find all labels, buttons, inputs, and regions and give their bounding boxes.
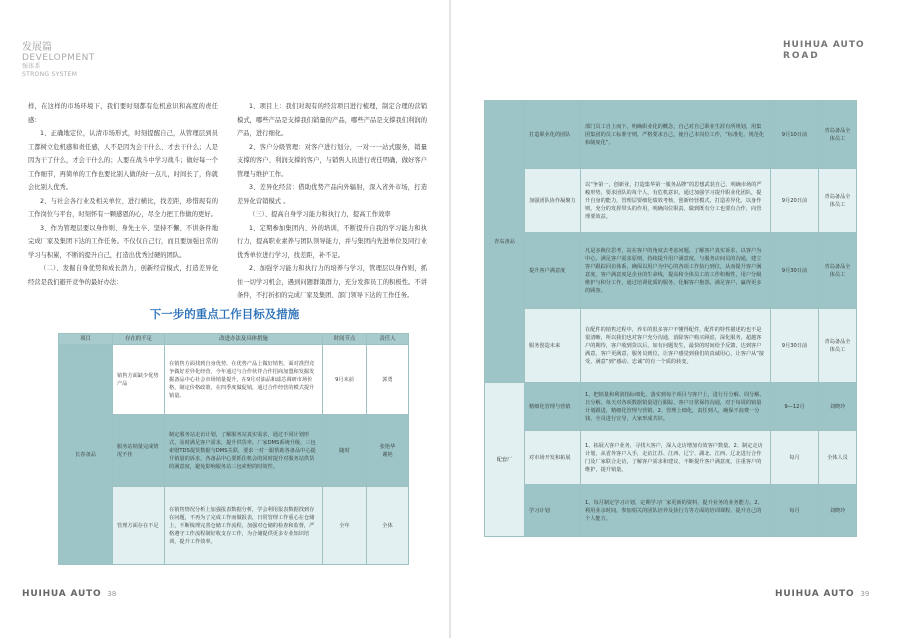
item-cell: 加强团队协作凝聚力 [525,169,581,233]
issue-cell: 销售方面缺少优势产品 [113,345,165,415]
text-column-1 [28,100,218,289]
time-cell: 9月30日前 [771,309,819,383]
paragraph: 2、客户分级管理：对客户进行划分，一对一一站式服务，销量支撑的客户、利润支撑的客户，与销售人员进行责任明确，做好客户管理与维护工作。 [237,143,427,178]
measure-cell: 在配件的销售过程中，养车的很多客户不懂得配件，配件的特性描述的也不是很清晰，所以我们也对客户充分沟通，消除客户购买顾虑，深化服务，超越客户的期待，客户收到货以后，如有问题发生，最快的时间给予反馈，达到客户满意，客户更满意，服务员到位，让客户感觉到我们的真诚用心，让客户从“接受、满意”到“感动、忠诚”的有一个质的转变。 [581,309,771,383]
time-cell: 9月10日前 [771,101,819,169]
paragraph: 1、正确地定位，认清市场形式，时刻提醒自己，从管理层到员工都树立危机感和责任感，人不是因为会干什么、才去干什么；人是因为干了什么，才会干什么的；人要在战斗中学习战斗；做好每一个工作细节，再简单的工作也要比别人做的好一点儿，时间长了，你就会比别人优秀。 [28,130,218,191]
work-plan-table-right [484,100,857,537]
project-cell: 长春备品 [59,345,113,565]
measure-cell: 在销售方面找到自身优势，在优势产品上做好销售，面对准烈竞争做好差异化经营，今年通过与合作伙伴合作招商加盟和发掘发掘备品中心社会市场销量提升，在9月对油品和滤芯调研市场价格，制定价格政策，在四季度做促销，通过合作经营的模式提升销量。 [165,345,323,415]
brand-logo-line1: HUIHUA AUTO [783,40,865,50]
measure-cell: 凡是多换位思考，站在客户的角度去考虑问题，了解客户真实诉求，以客户为中心，满足客户需求原则，持续提升用户满意度，与服务店间员的沟通，建立客户跟踪回访体系，确保以用户为中心的各项工作执行到位，从而提升客户满意度，客户满意度是企业的生命线，提高和全体员工的工作积极性，用户分级维护与积分工作，通过培训优质的服务，化解客户抱怨，满足客户，赢得更多的顾客。 [581,233,771,309]
paragraph: （三）、提高自身学习能力和执行力，提高工作效率 [249,211,391,218]
owner-cell: 青岛备品全体员工 [819,233,857,309]
table-header-row [59,334,409,345]
item-cell: 服务创造未来 [525,309,581,383]
footer-logo-right [775,589,869,599]
brand-logo-text: HUIHUA AUTO [22,589,102,599]
left-page [0,0,449,638]
header-title: 发展篇 [22,42,52,53]
time-cell: 9月20日前 [771,169,819,233]
time-cell: 随时 [323,415,367,487]
table-row [485,485,857,537]
owner-cell: 青岛备品全体员工 [819,309,857,383]
header-subtitle: DEVELOPMENT [22,53,95,63]
paragraph: 3、作为管理层要以身作则、身先士卒、坚持不懈、不讲条件地完成厂家及集团下达的工作任务。不仅仅自己行，而且要加强日常的学习与积累，不断的提升自己，打造出优秀过硬的团队。 [28,224,218,259]
paragraph: 2、加强学习能力和执行力的培养与学习，管理层以身作则，抓住一切学习机会，遇到问题群策群力，充分发挥员工的积极性。不讲条件，不打折扣的完成厂家及集团、部门领导下达的工作任务。 [237,265,427,299]
time-cell: 每月 [771,431,819,485]
measure-cell: 制定服务站走访计划，了解服务站真实需求，通过不同计划形式，及时满足客户需求，提升供货率。厂家DMS系统升级，三包索赔TDS提货数据与DMS关联，要求一对一跟帮助各备品中心提升销量的诉求，各备品中心要抓住机会的同时提升对服务站供货的满意度，避免影响服务站三包索赔的时效性。 [165,415,323,487]
group-cell: 青岛备品 [485,101,525,383]
issue-cell: 管理方面存在不足 [113,487,165,565]
paragraph: 样，在这样的市场环境下，我们要时刻都有危机意识和高度的责任感： [28,103,218,124]
table-row [485,169,857,233]
issue-cell: 服务站销量完成情况不佳 [113,415,165,487]
measure-cell: 1、把销量和利润指标细化，落实到每个项目与客户上，进行月分解、周分解、日分解，每天对各项数据销量进行跟踪，客户日常保持沟通，对于每周的销量计划跟进，精细化管理与营销。2、管理上细化，责任到人，确保不浪费一分钱，全员进行宣导，大家形成共识。 [581,383,771,431]
measure-cell: 在销售情况分析上加强报表数据分析，学会利用报表数据找到存在问题，不再为了完成工作而做报表，日常管理工作重心在仓储上，不断梳理完善仓储工作流程，加强对仓储的检查和监督，严格遵守工作流程制好收支存工作，为合储提供更多专业知识培训，提升工作效率。 [165,487,323,565]
table-row [485,309,857,383]
owner-cell: 青岛备品全体员工 [819,101,857,169]
measure-cell: 1、每月制定学习计划，定期学习厂家更新的资料，提升业务的业务能力。2、利用业余时间，参加相关的团队培养及执行力等方面的培训课程，提升自己的个人能力。 [581,485,771,537]
item-cell: 学习计划 [525,485,581,537]
item-cell: 打造职业化的团队 [525,101,581,169]
paragraph: 2、与社会各行业及相关单位、进行横比，找差距，珍惜现有的工作岗位与平台，时刻怀有一颗感恩的心，尽全力把工作做的更好。 [28,197,218,218]
header-cn-small: 强体系 [22,63,41,70]
col-header: 项目 [59,334,113,345]
col-header: 责任人 [367,334,409,345]
item-cell: 提升客户满意度 [525,233,581,309]
time-cell: 9月末前 [323,345,367,415]
measure-cell: 1、拓展大客户业务，寻找大客户，深入走访增加有效客户数量。2、制定走访计划，从省外客户入手，走访江苏、江西、辽宁、湖北、江西、辽北进行合作门及厂家联合走访，了解客户需求和建议，不断提升客户满意度，注重客户的维护，提升销量。 [581,431,771,485]
item-cell: 对市场开发和拓展 [525,431,581,485]
table-row [485,431,857,485]
top-brand-logo [783,40,865,62]
measure-cell: 以“争第一，创新业，打造集华第一服务品牌”的思想武装自己，明确市场的严峻形势，要求团队的每个人，有危机意识，通过加强学习提升职业化团队，提升自身的能力，管理层要细化绩效考核，创新经营模式，打造差异化，以身作则，充分的发挥带头的作用，明确岗位职责，做到既有分工也要有合作，向管理要效益。 [581,169,771,233]
time-cell: 9月30日前 [771,233,819,309]
measure-cell: 部门员工自上而下，明确职业化的概念，自己对自己职业生涯有所规划，用集团集团的员工标准守则，严格要求自己，使自己本岗位工作，“标准化、规范化和制度化”。 [581,101,771,169]
footer-logo-left [22,589,116,599]
page-header [22,42,95,79]
col-header: 改进办法及具体措施 [165,334,323,345]
time-cell: 9—12月 [771,383,819,431]
col-header: 时间节点 [323,334,367,345]
page-number: 38 [107,590,117,598]
brand-logo-text: HUIHUA AUTO [775,589,855,599]
item-cell: 精细化管理与营销 [525,383,581,431]
brand-logo-line2: ROAD [783,51,820,61]
owner-cell: 全体 [367,487,409,565]
table-row [485,383,857,431]
paragraph: 1、项目上：我们对现有的经营项目进行梳理，制定合理的营销模式，哪些产品是支撑我们销量的产品，哪些产品是支撑我们利润的产品，进行细化。 [237,103,427,137]
time-cell: 每月 [771,485,819,537]
text-column-2 [237,100,427,303]
work-plan-table-left [58,333,409,565]
owner-cell: 张艳华 谢艳 [367,415,409,487]
page-number: 39 [860,590,870,598]
owner-cell: 全体人员 [819,431,857,485]
table-row [485,233,857,309]
header-en-small: STRONG SYSTEM [22,71,78,78]
owner-cell: 郭勇 [367,345,409,415]
col-header: 存在的不足 [113,334,165,345]
paragraph: （二）、发掘自身优势和成长潜力，创新经营模式，打造差异化经营是我们避开竞争的最好办法： [28,265,218,286]
paragraph: 3、差异化经营：借助优势产品向外辐射，深入省外市场，打造差异化营销模式 。 [237,184,427,205]
table-row [485,101,857,169]
owner-cell: 刘晓玲 [819,383,857,431]
owner-cell: 刘晓玲 [819,485,857,537]
table-row [59,345,409,415]
section-title: 下一步的重点工作目标及措施 [149,307,300,321]
paragraph: 1、定期参加集团内、外的培训，不断提升自我的学习能力和执行力，提高职业素养与团队领导能力，并与集团内先进单位及同行业优秀单位进行学习，找差距，补不足。 [237,224,427,259]
group-cell: 配套厂 [485,383,525,537]
owner-cell: 青岛备品全体员工 [819,169,857,233]
time-cell: 全年 [323,487,367,565]
